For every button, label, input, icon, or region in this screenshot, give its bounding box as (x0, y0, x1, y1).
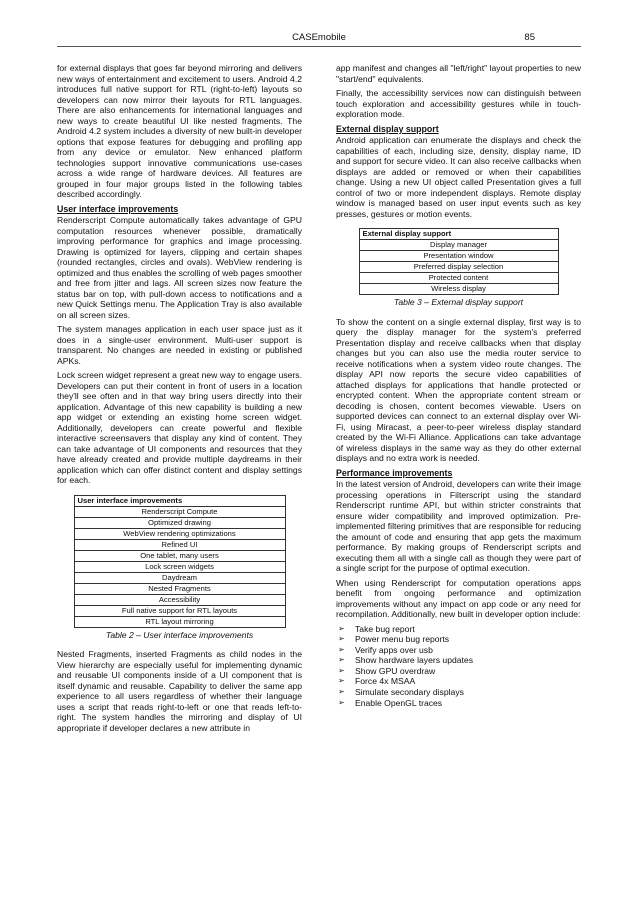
list-item (336, 666, 581, 677)
paragraph: To show the content on a single external display, first way is to query the display manager for the system's preferred Presentation display and receive callbacks when that display changes but you can also use the media router service to receive notifications when a system video route changes. The display API now reports the secure video capabilities of attached displays for applications that handle protected or encrypted content. When the appropriate content stream or decoding is chosen, content becomes viewable. Users on supported devices can connect to an external display over Wi-Fi, using Miracast, a peer-to-peer wireless display standard created by the Wi-Fi Alliance. Applications can take advantage of wireless displays in the same way as they do other external displays and no extra work is needed. (336, 316, 581, 463)
paragraph: In the latest version of Android, developers can write their image processing operations in Filterscript using the standard Renderscript runtime API, but within stricter constraints that ensure wider compatibility and improved optimization. Pre-implemented filtering primitives that are responsible for reducing the amount of code and ensuring that app gets the maximum performance. By making groups of Renderscript scripts and executing them all with a single call as though they were part of a single script for the purpose of optimal execution. (336, 479, 581, 573)
arrow-bullet-icon: ➢ (338, 634, 345, 644)
table-row (74, 517, 285, 528)
list-item-text: Power menu bug reports (355, 634, 450, 645)
list-item (336, 655, 581, 666)
developer-options-list (336, 624, 581, 709)
paragraph: Finally, the accessibility services now can distinguish between touch exploration and accessibility gestures while in touch-exploration mode. (336, 88, 581, 119)
paragraph: When using Renderscript for computation operations apps benefit from ongoing performance and optimization improvements without any impact on app code or any need for recompilation. Additionally, new built in developer option include: (336, 577, 581, 619)
section-heading-ui: User interface improvements (57, 203, 179, 214)
table-cell: Full native support for RTL layouts (74, 605, 285, 616)
table-header-cell: User interface improvements (74, 495, 285, 506)
paragraph: Nested Fragments, inserted Fragments as child nodes in the View hierarchy are especially useful for implementing dynamic and reusable UI components inside of a UI component that is itself dynamic and reusable. Capability to deliver the same app experience to all users regardless of whether their language uses a script that reads right-to-left or one that reads left-to-right. The system handles the mirroring and display of UI appropriate if developer declares a new attribute in (57, 649, 302, 733)
arrow-bullet-icon: ➢ (338, 644, 345, 654)
left-column (57, 63, 302, 737)
list-item (336, 624, 581, 635)
arrow-bullet-icon: ➢ (338, 676, 345, 686)
table-row (74, 561, 285, 572)
arrow-bullet-icon: ➢ (338, 665, 345, 675)
arrow-bullet-icon: ➢ (338, 687, 345, 697)
list-item-text: Show GPU overdraw (355, 665, 436, 676)
table-ui-improvements (74, 495, 286, 628)
table-cell: Display manager (359, 240, 558, 251)
arrow-bullet-icon: ➢ (338, 623, 345, 633)
table-row (74, 506, 285, 517)
table-cell: Lock screen widgets (74, 561, 285, 572)
table-row (359, 240, 558, 251)
list-item (336, 687, 581, 698)
table-caption: Table 2 – User interface improvements (105, 629, 254, 640)
list-item-text: Enable OpenGL traces (355, 697, 443, 708)
right-column (336, 63, 581, 708)
table-cell: One tablet, many users (74, 550, 285, 561)
table-row (74, 550, 285, 561)
page-number: 85 (524, 32, 535, 43)
table-header-row (359, 229, 558, 240)
table-cell: Refined UI (74, 539, 285, 550)
table-cell: Nested Fragments (74, 583, 285, 594)
paragraph: Renderscript Compute automatically takes advantage of GPU computation resources whenever possible, dramatically improving performance for graphics and image processing. Drawing is optimized for layers, clipping and certain shapes (rounded rectangles, circles and ovals). WebView rendering is optimized and thus enables the scrolling of web pages smoother and free from jitter and lags. All screen sizes now feature the status bar on top, with pull-down access to notifications and a new Quick Settings menu. The Application Tray is also available on all screen sizes. (57, 215, 302, 320)
list-item (336, 645, 581, 656)
paragraph: Android application can enumerate the displays and check the capabilities of each, including size, density, display name, ID and support for secure video. It can also receive callbacks when displays are added or removed or when their capabilities change. Using a new UI object called Presentation gives a full control of two or more independent displays. Remote display window is managed based on user input events such as key presses, gestures or motion events. (336, 135, 581, 219)
list-item (336, 698, 581, 709)
table-cell: RTL layout mirroring (74, 616, 285, 627)
paragraph: The system manages application in each user space just as it does in a single-user environment. Multi-user support is transparent. No changes are needed in existing or published APKs. (57, 324, 302, 366)
list-item-text: Force 4x MSAA (355, 676, 416, 687)
table-row (359, 262, 558, 273)
running-title: CASEmobile (292, 32, 346, 43)
arrow-bullet-icon: ➢ (338, 697, 345, 707)
list-item-text: Take bug report (355, 623, 415, 634)
table-row (74, 616, 285, 627)
arrow-bullet-icon: ➢ (338, 655, 345, 665)
table-row (359, 273, 558, 284)
list-item-text: Simulate secondary displays (355, 687, 464, 698)
table-row (74, 594, 285, 605)
list-item-text: Verify apps over usb (355, 644, 433, 655)
table-cell: Preferred display selection (359, 262, 558, 273)
table-header-cell: External display support (359, 229, 558, 240)
table-row (74, 583, 285, 594)
paragraph: app manifest and changes all "left/right" layout properties to new "start/end" equivalents. (336, 63, 581, 84)
table-external-display (359, 228, 559, 295)
table-header-row (74, 495, 285, 506)
table-cell: Accessibility (74, 594, 285, 605)
table-row (359, 284, 558, 295)
table-cell: Presentation window (359, 251, 558, 262)
section-heading-performance: Performance improvements (336, 467, 453, 478)
table-cell: WebView rendering optimizations (74, 528, 285, 539)
table-row (359, 251, 558, 262)
list-item (336, 676, 581, 687)
table-row (74, 539, 285, 550)
list-item (336, 634, 581, 645)
table-row (74, 605, 285, 616)
table-caption: Table 3 – External display support (393, 297, 524, 307)
table-row (74, 572, 285, 583)
page-header (57, 32, 581, 47)
paragraph: Lock screen widget represent a great new way to engage users. Developers can put their content in front of users in a location they'll see often and in that way bring users directly into their application. Advantage of this new capability is building a new app widget or extending an existing home screen widget. Additionally, developers can create powerful and flexible interactive screensavers that display any kind of content. They can take advantage of UI components and resources that they have already created and provide multiple daydreams in their application which can offer distinct content and display settings for each. (57, 370, 302, 485)
table-cell: Daydream (74, 572, 285, 583)
table-row (74, 528, 285, 539)
table-cell: Protected content (359, 273, 558, 284)
table-cell: Wireless display (359, 284, 558, 295)
table-cell: Optimized drawing (74, 517, 285, 528)
list-item-text: Show hardware layers updates (355, 655, 473, 666)
section-heading-external-display: External display support (336, 123, 439, 134)
paragraph: for external displays that goes far beyond mirroring and delivers new ways of entertainment and excitement to users. Android 4.2 introduces full native support for RTL (right-to-left) layouts so developers can now mirror their layouts for RTL languages. There are also enhancements for international languages and new ways to create beautiful UI like nested fragments. The Android 4.2 system includes a diversity of new built-in developer options that expose features for debugging and profiling app from any device or emulator. New enhanced platform technologies support innovative communications use-cases across a wide range of hardware devices. All features are grouped in four major groups listed in the following tables described accordingly. (57, 63, 302, 199)
table-cell: Renderscript Compute (74, 506, 285, 517)
